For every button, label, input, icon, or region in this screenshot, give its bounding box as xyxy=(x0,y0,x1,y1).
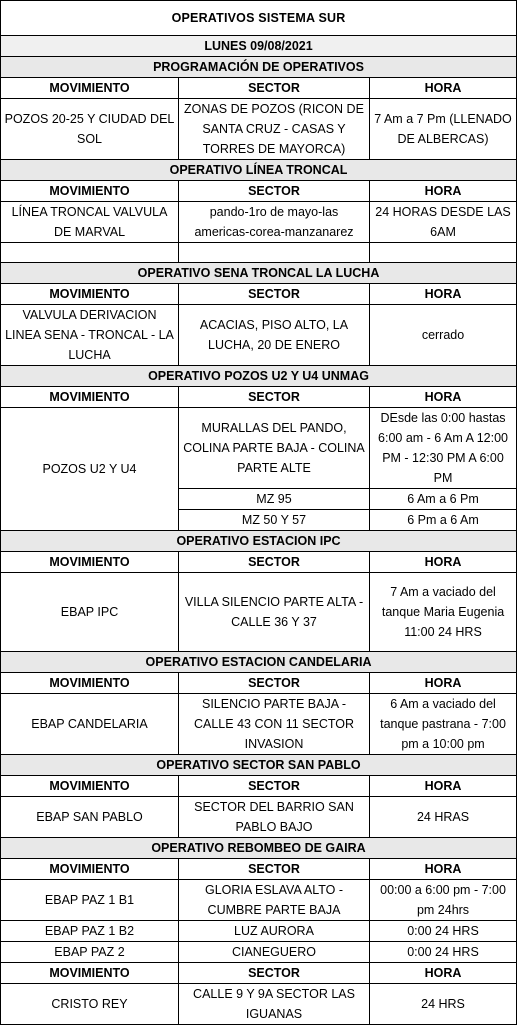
empty-cell xyxy=(370,243,517,263)
cell-hora: 6 Am a 6 Pm xyxy=(370,489,517,510)
header-movimiento: MOVIMIENTO xyxy=(1,859,179,880)
cell-movimiento: EBAP PAZ 1 B1 xyxy=(1,880,179,921)
section-title-candelaria: OPERATIVO ESTACION CANDELARIA xyxy=(1,652,517,673)
cell-sector: MURALLAS DEL PANDO, COLINA PARTE BAJA - COLINA PARTE ALTE xyxy=(179,408,370,489)
header-hora: HORA xyxy=(370,78,517,99)
header-movimiento: MOVIMIENTO xyxy=(1,284,179,305)
cell-hora: 7 Am a vaciado del tanque Maria Eugenia 11:00 24 HRS xyxy=(370,573,517,652)
table-row xyxy=(1,408,517,489)
header-hora: HORA xyxy=(370,963,517,984)
sheet-date: LUNES 09/08/2021 xyxy=(1,36,517,57)
cell-sector: LUZ AURORA xyxy=(179,921,370,942)
cell-sector: SILENCIO PARTE BAJA - CALLE 43 CON 11 SECTOR INVASION xyxy=(179,694,370,755)
cell-hora: 24 HRS xyxy=(370,984,517,1025)
cell-sector: CALLE 9 Y 9A SECTOR LAS IGUANAS xyxy=(179,984,370,1025)
cell-sector: MZ 50 Y 57 xyxy=(179,510,370,531)
header-hora: HORA xyxy=(370,859,517,880)
table-row xyxy=(1,305,517,366)
table-row xyxy=(1,880,517,921)
table-row xyxy=(1,921,517,942)
cell-hora: DEsde las 0:00 hastas 6:00 am - 6 Am A 12:00 PM - 12:30 PM A 6:00 PM xyxy=(370,408,517,489)
header-row xyxy=(1,859,517,880)
cell-sector: GLORIA ESLAVA ALTO - CUMBRE PARTE BAJA xyxy=(179,880,370,921)
cell-hora: 24 HORAS DESDE LAS 6AM xyxy=(370,202,517,243)
header-movimiento: MOVIMIENTO xyxy=(1,387,179,408)
table-row xyxy=(1,984,517,1025)
header-row xyxy=(1,673,517,694)
section-title-san-pablo: OPERATIVO SECTOR SAN PABLO xyxy=(1,755,517,776)
table-row xyxy=(1,694,517,755)
cell-hora: 00:00 a 6:00 pm - 7:00 pm 24hrs xyxy=(370,880,517,921)
sheet-title: OPERATIVOS SISTEMA SUR xyxy=(1,1,517,36)
empty-cell xyxy=(179,243,370,263)
table-row xyxy=(1,942,517,963)
header-sector: SECTOR xyxy=(179,776,370,797)
cell-sector: MZ 95 xyxy=(179,489,370,510)
section-title-ipc: OPERATIVO ESTACION IPC xyxy=(1,531,517,552)
cell-movimiento: POZOS 20-25 Y CIUDAD DEL SOL xyxy=(1,99,179,160)
cell-movimiento: EBAP CANDELARIA xyxy=(1,694,179,755)
header-row xyxy=(1,78,517,99)
cell-movimiento: CRISTO REY xyxy=(1,984,179,1025)
table-row xyxy=(1,99,517,160)
header-row xyxy=(1,552,517,573)
header-movimiento: MOVIMIENTO xyxy=(1,181,179,202)
header-hora: HORA xyxy=(370,776,517,797)
section-title-programacion: PROGRAMACIÓN DE OPERATIVOS xyxy=(1,57,517,78)
section-title-sena: OPERATIVO SENA TRONCAL LA LUCHA xyxy=(1,263,517,284)
section-title-gaira: OPERATIVO REBOMBEO DE GAIRA xyxy=(1,838,517,859)
cell-movimiento: EBAP PAZ 1 B2 xyxy=(1,921,179,942)
cell-movimiento: LÍNEA TRONCAL VALVULA DE MARVAL xyxy=(1,202,179,243)
header-hora: HORA xyxy=(370,673,517,694)
header-hora: HORA xyxy=(370,284,517,305)
cell-hora: 6 Pm a 6 Am xyxy=(370,510,517,531)
table-row xyxy=(1,202,517,243)
header-movimiento: MOVIMIENTO xyxy=(1,552,179,573)
cell-movimiento: EBAP IPC xyxy=(1,573,179,652)
cell-movimiento: VALVULA DERIVACION LINEA SENA - TRONCAL - LA LUCHA xyxy=(1,305,179,366)
cell-sector: SECTOR DEL BARRIO SAN PABLO BAJO xyxy=(179,797,370,838)
header-row xyxy=(1,181,517,202)
cell-hora: 7 Am a 7 Pm (LLENADO DE ALBERCAS) xyxy=(370,99,517,160)
header-sector: SECTOR xyxy=(179,673,370,694)
header-movimiento: MOVIMIENTO xyxy=(1,776,179,797)
cell-sector: pando-1ro de mayo-las americas-corea-manzanarez xyxy=(179,202,370,243)
section-title-pozos-u2: OPERATIVO POZOS U2 Y U4 UNMAG xyxy=(1,366,517,387)
header-hora: HORA xyxy=(370,387,517,408)
table-row xyxy=(1,573,517,652)
header-row xyxy=(1,387,517,408)
header-sector: SECTOR xyxy=(179,963,370,984)
header-movimiento: MOVIMIENTO xyxy=(1,963,179,984)
header-sector: SECTOR xyxy=(179,859,370,880)
cell-movimiento: POZOS U2 Y U4 xyxy=(1,408,179,531)
cell-sector: VILLA SILENCIO PARTE ALTA - CALLE 36 Y 37 xyxy=(179,573,370,652)
cell-hora: 0:00 24 HRS xyxy=(370,921,517,942)
header-movimiento: MOVIMIENTO xyxy=(1,78,179,99)
section-title-linea-troncal: OPERATIVO LÍNEA TRONCAL xyxy=(1,160,517,181)
header-sector: SECTOR xyxy=(179,387,370,408)
cell-hora: 24 HRAS xyxy=(370,797,517,838)
table-row xyxy=(1,797,517,838)
empty-cell xyxy=(1,243,179,263)
header-sector: SECTOR xyxy=(179,284,370,305)
empty-row xyxy=(1,243,517,263)
cell-hora: cerrado xyxy=(370,305,517,366)
cell-hora: 0:00 24 HRS xyxy=(370,942,517,963)
header-movimiento: MOVIMIENTO xyxy=(1,673,179,694)
header-row xyxy=(1,963,517,984)
header-hora: HORA xyxy=(370,181,517,202)
header-row xyxy=(1,284,517,305)
cell-sector: ZONAS DE POZOS (RICON DE SANTA CRUZ - CASAS Y TORRES DE MAYORCA) xyxy=(179,99,370,160)
cell-sector: ACACIAS, PISO ALTO, LA LUCHA, 20 DE ENERO xyxy=(179,305,370,366)
cell-movimiento: EBAP PAZ 2 xyxy=(1,942,179,963)
cell-movimiento: EBAP SAN PABLO xyxy=(1,797,179,838)
header-sector: SECTOR xyxy=(179,552,370,573)
cell-sector: CIANEGUERO xyxy=(179,942,370,963)
cell-hora: 6 Am a vaciado del tanque pastrana - 7:00 pm a 10:00 pm xyxy=(370,694,517,755)
header-sector: SECTOR xyxy=(179,78,370,99)
header-hora: HORA xyxy=(370,552,517,573)
header-row xyxy=(1,776,517,797)
header-sector: SECTOR xyxy=(179,181,370,202)
